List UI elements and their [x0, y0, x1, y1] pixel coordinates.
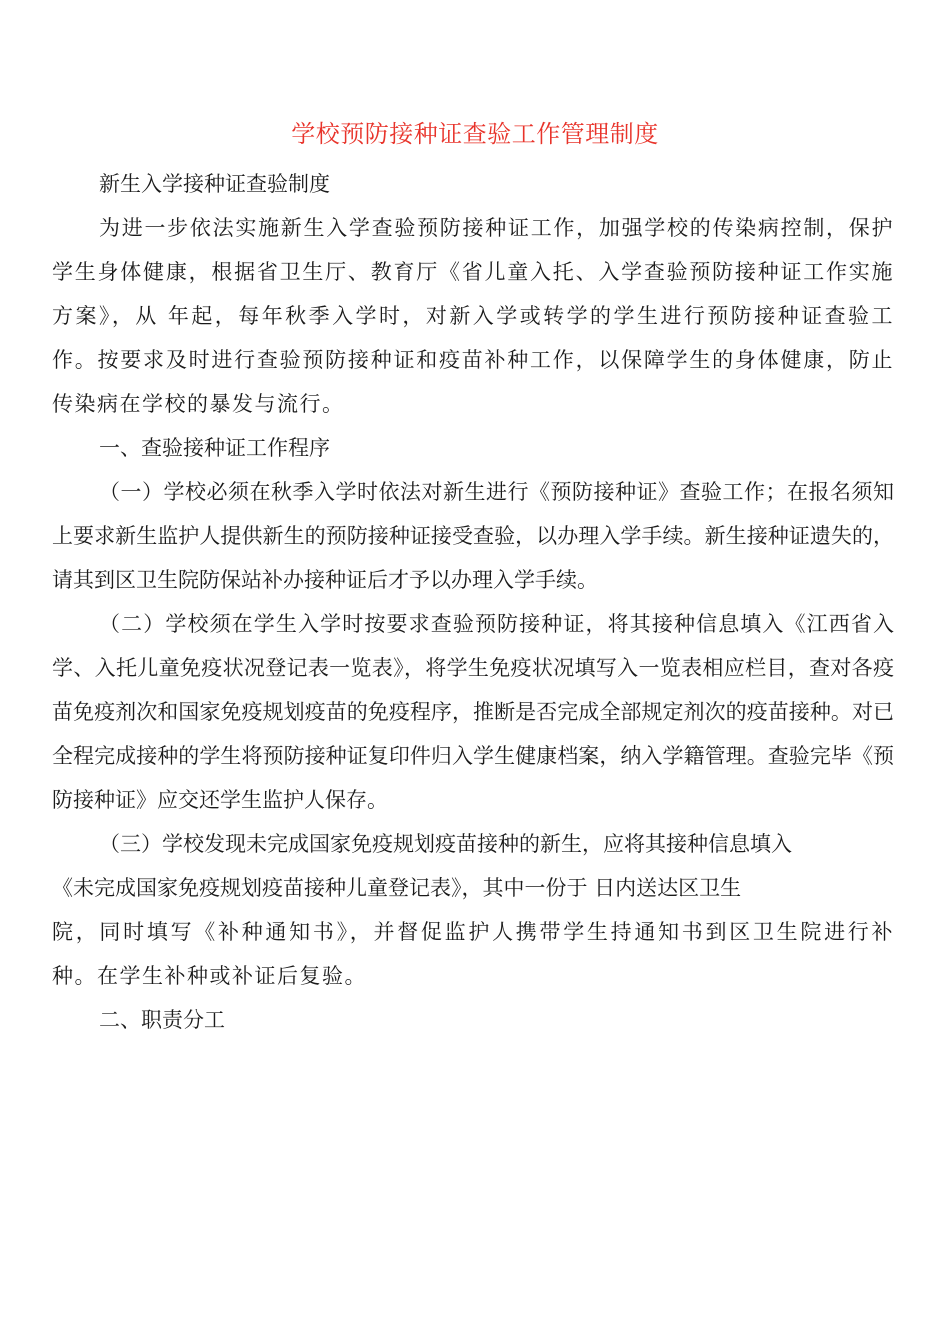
item-1-paragraph: （一）学校必须在秋季入学时依法对新生进行《预防接种证》查验工作；在报名须知上要求新生监护人提供新生的预防接种证接受查验，以办理入学手续。新生接种证遗失的，请其到区卫生院防保站补办接种证后才予以办理入学手续。 [52, 480, 894, 592]
document-title: 学校预防接种证查验工作管理制度 [291, 120, 659, 148]
document-body [52, 162, 894, 1042]
item-3-line-1: （三）学校发现未完成国家免疫规划疫苗接种的新生，应将其接种信息填入 [99, 832, 792, 856]
item-3-line-2: 《未完成国家免疫规划疫苗接种儿童登记表》，其中一份于 日内送达区卫生 [52, 876, 742, 900]
subtitle: 新生入学接种证查验制度 [99, 172, 330, 196]
item-3-paragraph [52, 822, 894, 998]
item-2-paragraph: （二）学校须在学生入学时按要求查验预防接种证，将其接种信息填入《江西省入学、入托儿童免疫状况登记表一览表》，将学生免疫状况填写入一览表相应栏目，查对各疫苗免疫剂次和国家免疫规划疫苗的免疫程序，推断是否完成全部规定剂次的疫苗接种。对已全程完成接种的学生将预防接种证复印件归入学生健康档案，纳入学籍管理。查验完毕《预防接种证》应交还学生监护人保存。 [52, 612, 894, 812]
intro-paragraph: 为进一步依法实施新生入学查验预防接种证工作，加强学校的传染病控制，保护学生身体健康，根据省卫生厅、教育厅《省儿童入托、入学查验预防接种证工作实施方案》，从 年起，每年秋季入学时，对新入学或转学的学生进行预防接种证查验工作。按要求及时进行查验预防接种证和疫苗补种工作，以保障学生的身体健康，防止传染病在学校的暴发与流行。 [52, 216, 894, 416]
section-heading-2: 二、职责分工 [99, 1008, 225, 1032]
item-3-line-3: 院，同时填写《补种通知书》，并督促监护人携带学生持通知书到区卫生院进行补种。在学生补种或补证后复验。 [52, 920, 894, 988]
section-heading-1: 一、查验接种证工作程序 [99, 436, 330, 460]
